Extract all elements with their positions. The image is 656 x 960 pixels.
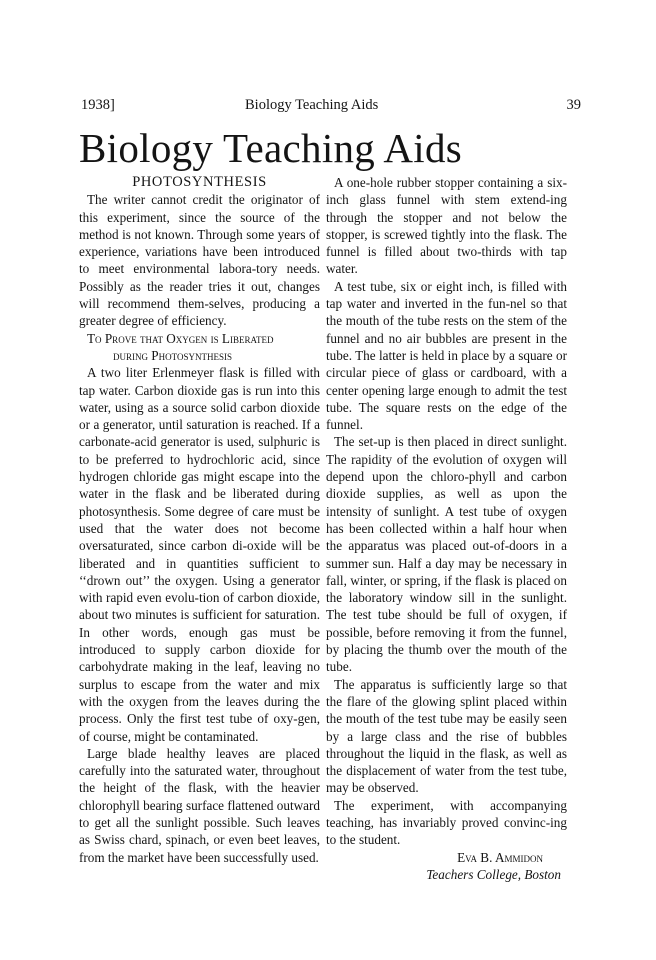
- page-title: Biology Teaching Aids: [79, 125, 463, 171]
- subheading-line-2: during Photosynthesis: [113, 347, 232, 363]
- left-column: [79, 174, 320, 866]
- running-head-title: Biology Teaching Aids: [245, 97, 379, 113]
- paragraph: The apparatus is sufficiently large so that the flare of the glowing splint placed within the mouth of the test tube may be easily seen by a large class and the rise of bubbles throughout the liquid in the flask, as well as the displacement of water from the test tube, may be observed.: [326, 676, 567, 796]
- author-name: Eva B. Ammidon: [457, 849, 543, 865]
- subheading: [79, 330, 320, 365]
- paragraph: The writer cannot credit the originator of this experiment, since the source of the method is not known. Through some years of experience, variations have been introduced to meet environmental labora-tory needs. Possibly as the reader tries it out, changes will recommend them-selves, producing a greater degree of efficiency.: [79, 192, 320, 329]
- running-head-year: 1938]: [81, 97, 115, 113]
- paragraph: A one-hole rubber stopper containing a six-inch glass funnel with stem extend-ing through the stopper and not below the stopper, is screwed tightly into the flask. The funnel is filled about two-thirds with tap water.: [326, 175, 567, 277]
- paragraph: The experiment, with accompanying teaching, has invariably proved convinc-ing to the student.: [326, 797, 567, 848]
- author-affiliation: Teachers College, Boston: [426, 866, 561, 882]
- paragraph: A test tube, six or eight inch, is filled with tap water and inverted in the fun-nel so that the mouth of the tube rests on the stem of the funnel and no air bubbles are present in the tube. The latter is held in place by a square or circular piece of glass or cardboard, with a center opening large enough to admit the test tube. The square rests on the edge of the funnel.: [326, 278, 567, 433]
- paragraph: The set-up is then placed in direct sunlight. The rapidity of the evolution of oxygen will depend upon the chloro-phyll and carbon dioxide supplies, as well as upon the intensity of sunlight. A test tube of oxygen has been collected within a half hour when the apparatus was placed out-of-doors in a summer sun. Half a day may be necessary in fall, winter, or spring, if the flask is placed on the laboratory window sill in the sunlight. The test tube should be full of oxygen, if possible, before removing it from the funnel, by placing the thumb over the mouth of the tube.: [326, 434, 567, 675]
- subheading-line-1: To Prove that Oxygen is Liberated: [87, 330, 274, 346]
- right-column: [326, 174, 567, 883]
- paragraph: Large blade healthy leaves are placed carefully into the saturated water, throughout the height of the flask, with the heavier chlorophyll bearing surface flattened outward to get all the sunlight possible. Such leaves as Swiss chard, spinach, or even beet leaves, from the market have been successfully used.: [79, 745, 320, 865]
- running-head: [81, 97, 581, 115]
- page-number: 39: [566, 97, 581, 113]
- paragraph: A two liter Erlenmeyer flask is filled with tap water. Carbon dioxide gas is run into this water, using as a source solid carbon dioxide or a generator, until saturation is reached. If a carbonate-acid generator is used, sulphuric is to be preferred to hydrochloric acid, since hydrogen chloride gas might escape into the water in the flask and be liberated during photosynthesis. Some degree of care must be used that the water does not become oversaturated, since carbon di-oxide will be liberated and in quantities sufficient to ‘‘drown out’’ the oxygen. Using a generator with rapid even evolu-tion of carbon dioxide, about two minutes is sufficient for saturation. In other words, enough gas must be introduced to supply carbon dioxide for carbohydrate making in the leaf, leaving no surplus to escape from the water and mix with the oxygen from the leaves during the process. Only the first test tube of oxy-gen, of course, might be contaminated.: [79, 365, 320, 744]
- section-title: PHOTOSYNTHESIS: [132, 174, 267, 190]
